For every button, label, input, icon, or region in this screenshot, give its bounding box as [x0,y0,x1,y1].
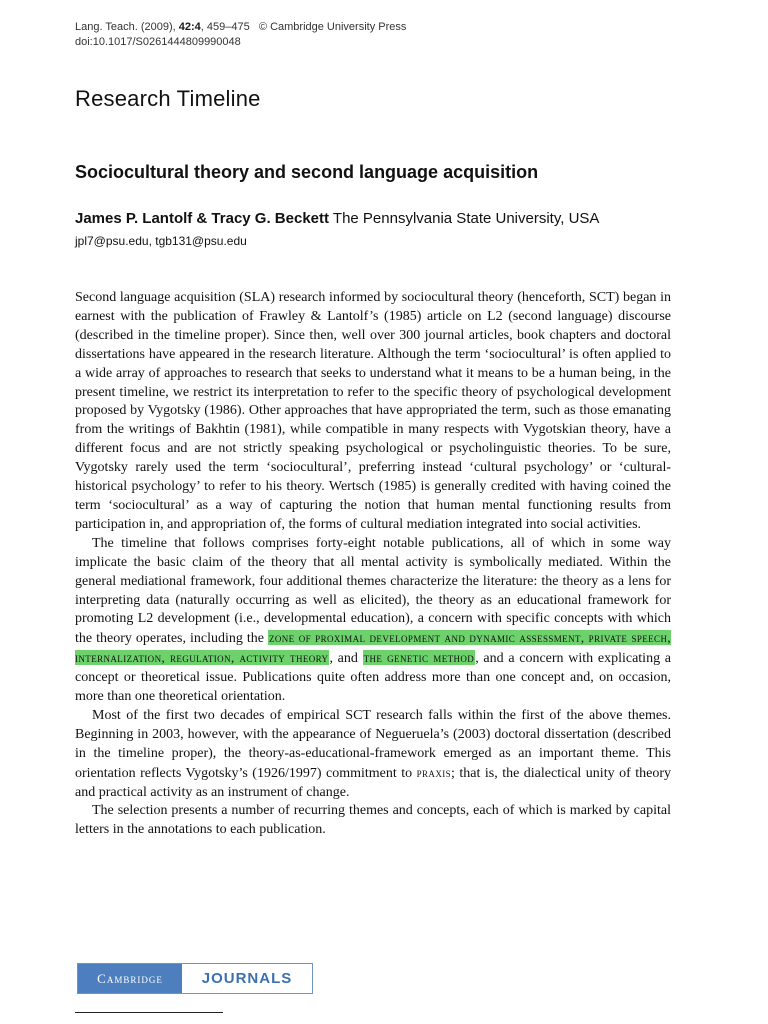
footnote-divider [75,1012,223,1013]
journal-header [75,20,406,50]
author-emails[interactable]: jpl7@psu.edu, tgb131@psu.edu [75,234,247,248]
paragraph-3-text-a: Most of the first two decades of empirical SCT research falls within the first of the above themes. Beginning in 2003, however, with the appearance of Negueruela’s (2003) doctoral dissertation (described in the timeline proper), the theory-as-educational-framework emerged as an important theme. This orientation reflects Vygotsky’s (1926/1997) commitment to [75,707,671,781]
highlighted-genetic-method: the genetic method [363,650,475,666]
cambridge-journals-logo [77,963,313,994]
article-title: Sociocultural theory and second language acquisition [75,162,539,182]
author-names: James P. Lantolf & Tracy G. Beckett [75,210,329,227]
logo-journals: JOURNALS [182,964,312,993]
affiliation: The Pennsylvania State University, USA [332,210,600,227]
copyright: © Cambridge University Press [258,21,407,33]
praxis-term: praxis [416,764,452,780]
paragraph-4: The selection presents a number of recurring themes and concepts, each of which is marked by capital letters in the annotations to each publication. [75,803,671,838]
logo-cambridge: Cambridge [78,964,182,993]
pages: , 459–475 [200,21,250,33]
highlighted-concepts: zone of proximal development and dynamic assessment, private speech, internalization, regulation, activity theory [75,630,672,666]
citation-line [75,20,406,35]
article-body [75,289,671,840]
journal-prefix: Lang. Teach. (2009), [75,21,179,33]
paragraph-3 [75,707,671,803]
paragraph-3-text-b: ; that is, the dialectical unity of theory and practical activity as an instrument of change. [75,765,671,800]
volume: 42:4 [178,21,201,33]
paragraph-2-text-b: , and [329,651,363,667]
paragraph-2-text-a: The timeline that follows comprises forty-eight notable publications, all of which in some way implicate the basic claim of the theory that all mental activity is symbolically mediated. Within the general mediational framework, four additional themes characterize the literature: the theory as a lens for interpreting data (naturally occurring as well as elicited), the theory as an educational framework for promoting L2 development (i.e., developmental education), a concern with specific concepts with which the theory operates, including the [75,535,671,647]
paragraph-2-text-c: , and a concern with explicating a concept or theoretical issue. Publications quite often address more than one concept and, on occasion, more than one theoretical orientation. [75,651,671,705]
section-title: Research Timeline [75,86,261,111]
paragraph-2 [75,535,671,707]
author-line [75,210,599,227]
paragraph-1: Second language acquisition (SLA) research informed by sociocultural theory (henceforth, SCT) began in earnest with the publication of Frawley & Lantolf’s (1985) article on L2 (second language) discourse (described in the timeline proper). Since then, well over 300 journal articles, book chapters and doctoral dissertations have appeared in the research literature. Although the term ‘sociocultural’ is often applied to a wide array of approaches to research that seeks to understand what it means to be a human being, in the present timeline, we restrict its interpretation to refer to the specific theory of psychological development proposed by Vygotsky (1986). Other approaches that have appropriated the term, such as those emanating from the writings of Bakhtin (1981), while compatible in many respects with Vygotskian theory, have a different focus and are not strictly speaking psychological or psycholinguistic theories. To be sure, Vygotsky rarely used the term ‘sociocultural’, preferring instead ‘cultural psychology’ or ‘cultural-historical psychology’ to refer to his theory. Wertsch (1985) is generally credited with having coined the term ‘sociocultural’ as a way of capturing the notion that human mental functioning results from participation in, and appropriation of, the forms of cultural mediation integrated into social activities. [75,290,671,532]
doi[interactable]: doi:10.1017/S0261444809990048 [75,36,241,48]
